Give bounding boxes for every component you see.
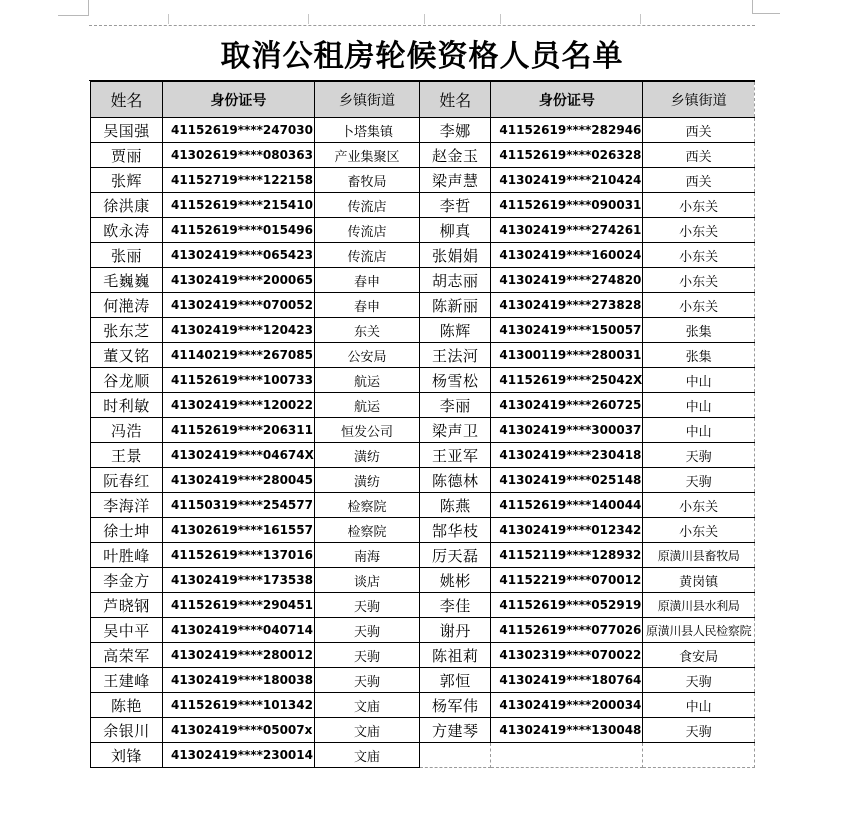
cell-town: 小东关 — [643, 193, 755, 218]
cell-name: 吴中平 — [91, 618, 163, 643]
cell-name: 毛巍巍 — [91, 268, 163, 293]
cell-name: 芦晓钢 — [91, 593, 163, 618]
cell-name: 陈新丽 — [420, 293, 491, 318]
cell-town: 中山 — [643, 368, 755, 393]
cell-town: 春申 — [314, 268, 419, 293]
cell-town: 小东关 — [643, 268, 755, 293]
cell-id: 41302419****04674X — [162, 443, 314, 468]
cell-name: 李娜 — [420, 118, 491, 143]
cell-id: 41302419****130048 — [491, 718, 643, 743]
cell-id: 41302419****180764 — [491, 668, 643, 693]
cell-id: 41302419****300037 — [491, 418, 643, 443]
cell-id: 41152619****090031 — [491, 193, 643, 218]
cell-town: 天驹 — [643, 468, 755, 493]
table-row — [91, 293, 755, 318]
cell-id: 41302419****065423 — [162, 243, 314, 268]
cell-id: 41302419****160024 — [491, 243, 643, 268]
cell-name: 李哲 — [420, 193, 491, 218]
table-row — [91, 493, 755, 518]
column-tick — [424, 14, 425, 24]
cell-town: 谈店 — [314, 568, 419, 593]
cell-name: 李丽 — [420, 393, 491, 418]
cell-id: 41152619****282946 — [491, 118, 643, 143]
cell-town: 航运 — [314, 393, 419, 418]
cell-name: 柳真 — [420, 218, 491, 243]
page-title: 取消公租房轮候资格人员名单 — [89, 26, 755, 81]
table-row — [91, 568, 755, 593]
cell-town: 检察院 — [314, 518, 419, 543]
table-row — [91, 193, 755, 218]
cell-town: 张集 — [643, 343, 755, 368]
header-town: 乡镇街道 — [643, 82, 755, 118]
cell-id: 41152719****122158 — [162, 168, 314, 193]
cell-name: 陈德林 — [420, 468, 491, 493]
header-id: 身份证号 — [162, 82, 314, 118]
table-row — [91, 243, 755, 268]
cell-id: 41302419****040714 — [162, 618, 314, 643]
cell-town: 西关 — [643, 168, 755, 193]
cell-town: 卜塔集镇 — [314, 118, 419, 143]
cell-id: 41302419****120423 — [162, 318, 314, 343]
cell-name: 王景 — [91, 443, 163, 468]
cell-id: 41150319****254577 — [162, 493, 314, 518]
column-tick — [308, 14, 309, 24]
cell-name: 王建峰 — [91, 668, 163, 693]
table-row — [91, 218, 755, 243]
cell-town: 小东关 — [643, 493, 755, 518]
cell-town: 东关 — [314, 318, 419, 343]
cell-id: 41302419****012342 — [491, 518, 643, 543]
cell-id: 41302419****200034 — [491, 693, 643, 718]
cell-id: 41302419****280012 — [162, 643, 314, 668]
cell-id: 41152619****052919 — [491, 593, 643, 618]
cell-name: 姚彬 — [420, 568, 491, 593]
cell-id: 41152619****137016 — [162, 543, 314, 568]
cell-name: 时利敏 — [91, 393, 163, 418]
cell-id: 41302419****210424 — [491, 168, 643, 193]
cell-name: 阮春红 — [91, 468, 163, 493]
cell-name: 陈艳 — [91, 693, 163, 718]
cell-id: 41302419****273828 — [491, 293, 643, 318]
cell-town: 小东关 — [643, 218, 755, 243]
cell-name: 徐士坤 — [91, 518, 163, 543]
cell-name: 刘锋 — [91, 743, 163, 768]
cell-id: 41302419****025148 — [491, 468, 643, 493]
cell-name: 余银川 — [91, 718, 163, 743]
cell-town: 中山 — [643, 418, 755, 443]
cell-town: 春申 — [314, 293, 419, 318]
cell-name: 杨雪松 — [420, 368, 491, 393]
cell-id: 41302419****280045 — [162, 468, 314, 493]
cell-town: 原潢川县人民检察院 — [643, 618, 755, 643]
cell-name: 陈辉 — [420, 318, 491, 343]
cell-town: 中山 — [643, 393, 755, 418]
cell-name: 何滟涛 — [91, 293, 163, 318]
cell-town: 传流店 — [314, 243, 419, 268]
cell-name: 张东芝 — [91, 318, 163, 343]
roster-table — [90, 81, 755, 768]
cell-id: 41302419****260725 — [491, 393, 643, 418]
cell-id: 41152619****101342 — [162, 693, 314, 718]
cell-id: 41152619****077026 — [491, 618, 643, 643]
cell-name: 贾丽 — [91, 143, 163, 168]
cell-empty — [491, 743, 643, 768]
cell-id: 41152119****128932 — [491, 543, 643, 568]
cell-id: 41152619****290451 — [162, 593, 314, 618]
cell-name: 谢丹 — [420, 618, 491, 643]
cell-id: 41152619****100733 — [162, 368, 314, 393]
cell-town: 天驹 — [643, 718, 755, 743]
cell-town: 食安局 — [643, 643, 755, 668]
table-row — [91, 743, 755, 768]
header-name: 姓名 — [420, 82, 491, 118]
table-row — [91, 168, 755, 193]
cell-town: 西关 — [643, 118, 755, 143]
cell-name: 郜华枝 — [420, 518, 491, 543]
cell-id: 41302419****230014 — [162, 743, 314, 768]
cell-town: 公安局 — [314, 343, 419, 368]
cell-name: 王法河 — [420, 343, 491, 368]
table-row — [91, 368, 755, 393]
table-row — [91, 718, 755, 743]
cell-empty — [420, 743, 491, 768]
table-row — [91, 318, 755, 343]
table-row — [91, 543, 755, 568]
cell-name: 杨军伟 — [420, 693, 491, 718]
cell-town: 小东关 — [643, 293, 755, 318]
header-id: 身份证号 — [491, 82, 643, 118]
cell-name: 谷龙顺 — [91, 368, 163, 393]
table-row — [91, 693, 755, 718]
cell-town: 小东关 — [643, 518, 755, 543]
table-row — [91, 518, 755, 543]
cell-town: 航运 — [314, 368, 419, 393]
cell-id: 41140219****267085 — [162, 343, 314, 368]
cell-id: 41302419****180038 — [162, 668, 314, 693]
cell-name: 赵金玉 — [420, 143, 491, 168]
cell-town: 恒发公司 — [314, 418, 419, 443]
cell-town: 天驹 — [314, 668, 419, 693]
table-row — [91, 668, 755, 693]
cell-id: 41302419****274261 — [491, 218, 643, 243]
column-tick — [500, 14, 501, 24]
cell-town: 小东关 — [643, 243, 755, 268]
cell-name: 冯浩 — [91, 418, 163, 443]
cell-empty — [643, 743, 755, 768]
cell-town: 天驹 — [643, 443, 755, 468]
cell-id: 41152619****015496 — [162, 218, 314, 243]
cell-name: 董又铭 — [91, 343, 163, 368]
table-row — [91, 393, 755, 418]
cell-town: 原潢川县畜牧局 — [643, 543, 755, 568]
cell-name: 胡志丽 — [420, 268, 491, 293]
cell-name: 王亚军 — [420, 443, 491, 468]
table-row — [91, 143, 755, 168]
cell-id: 41302319****070022 — [491, 643, 643, 668]
header-row — [91, 82, 755, 118]
cell-town: 检察院 — [314, 493, 419, 518]
cell-name: 李佳 — [420, 593, 491, 618]
cell-name: 叶胜峰 — [91, 543, 163, 568]
cell-town: 文庙 — [314, 693, 419, 718]
cell-id: 41302419****173538 — [162, 568, 314, 593]
cell-id: 41152619****25042X — [491, 368, 643, 393]
cell-id: 41152619****140044 — [491, 493, 643, 518]
cell-id: 41302419****230418 — [491, 443, 643, 468]
header-town: 乡镇街道 — [314, 82, 419, 118]
cell-name: 厉天磊 — [420, 543, 491, 568]
cell-id: 41302419****274820 — [491, 268, 643, 293]
cell-id: 41152619****247030 — [162, 118, 314, 143]
cell-id: 41152619****026328 — [491, 143, 643, 168]
cell-town: 天驹 — [314, 618, 419, 643]
cell-town: 原潢川县水利局 — [643, 593, 755, 618]
table-row — [91, 118, 755, 143]
cell-town: 文庙 — [314, 743, 419, 768]
cell-name: 高荣军 — [91, 643, 163, 668]
cell-town: 文庙 — [314, 718, 419, 743]
cell-town: 潢纺 — [314, 468, 419, 493]
cell-name: 吴国强 — [91, 118, 163, 143]
cell-town: 畜牧局 — [314, 168, 419, 193]
cell-name: 张娟娟 — [420, 243, 491, 268]
cell-name: 梁声卫 — [420, 418, 491, 443]
cell-name: 陈祖莉 — [420, 643, 491, 668]
table-row — [91, 418, 755, 443]
cell-town: 南海 — [314, 543, 419, 568]
cell-town: 传流店 — [314, 193, 419, 218]
cell-id: 41152619****215410 — [162, 193, 314, 218]
crop-mark-left-horizontal — [58, 15, 88, 16]
cell-id: 41152219****070012 — [491, 568, 643, 593]
table-row — [91, 468, 755, 493]
column-tick — [168, 14, 169, 24]
table-row — [91, 268, 755, 293]
table-row — [91, 593, 755, 618]
cell-name: 徐洪康 — [91, 193, 163, 218]
cell-town: 中山 — [643, 693, 755, 718]
header-name: 姓名 — [91, 82, 163, 118]
cell-id: 41302419****200065 — [162, 268, 314, 293]
cell-name: 梁声慧 — [420, 168, 491, 193]
cell-town: 产业集聚区 — [314, 143, 419, 168]
cell-name: 李金方 — [91, 568, 163, 593]
table-row — [91, 343, 755, 368]
cell-id: 41300119****280031 — [491, 343, 643, 368]
table-row — [91, 643, 755, 668]
cell-id: 41302619****161557 — [162, 518, 314, 543]
cell-name: 张丽 — [91, 243, 163, 268]
cell-name: 郭恒 — [420, 668, 491, 693]
cell-name: 张辉 — [91, 168, 163, 193]
cell-name: 陈燕 — [420, 493, 491, 518]
cell-id: 41302619****080363 — [162, 143, 314, 168]
cell-name: 李海洋 — [91, 493, 163, 518]
top-cell-strip — [89, 0, 755, 26]
cell-town: 天驹 — [314, 593, 419, 618]
cell-town: 天驹 — [643, 668, 755, 693]
document-page — [89, 0, 755, 777]
cell-id: 41302419****150057 — [491, 318, 643, 343]
column-tick — [640, 14, 641, 24]
cell-town: 西关 — [643, 143, 755, 168]
cell-id: 41152619****206311 — [162, 418, 314, 443]
cell-id: 41302419****070052 — [162, 293, 314, 318]
cell-id: 41302419****05007x — [162, 718, 314, 743]
crop-mark-right-horizontal — [752, 13, 780, 14]
cell-name: 方建琴 — [420, 718, 491, 743]
cell-town: 黄岗镇 — [643, 568, 755, 593]
cell-town: 传流店 — [314, 218, 419, 243]
cell-town: 天驹 — [314, 643, 419, 668]
cell-id: 41302419****120022 — [162, 393, 314, 418]
table-row — [91, 443, 755, 468]
table-row — [91, 618, 755, 643]
cell-town: 潢纺 — [314, 443, 419, 468]
cell-town: 张集 — [643, 318, 755, 343]
cell-name: 欧永涛 — [91, 218, 163, 243]
